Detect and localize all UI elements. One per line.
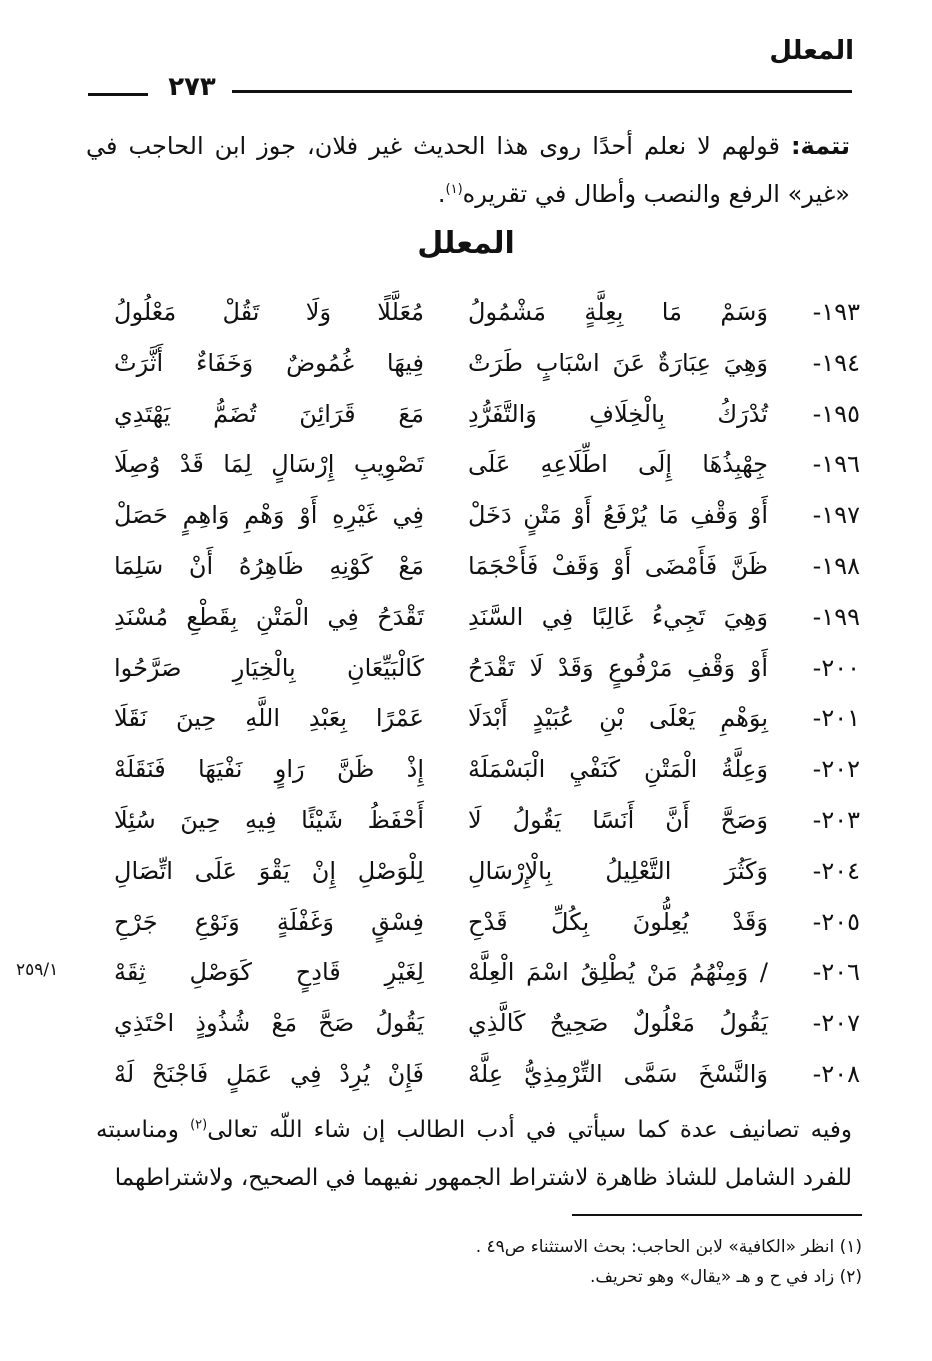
verse-second-hemistich: يَقُولُ صَحَّ مَعْ شُذُوذٍ احْتَذِي — [114, 1009, 424, 1038]
trailing-paragraph — [96, 1106, 852, 1202]
footnote-separator — [572, 1214, 862, 1216]
verse-second-hemistich: لِغَيْرِ قَادِحٍ كَوَصْلِ ثِقَهْ — [114, 958, 424, 987]
verse-first-hemistich: أَوْ وَقْفِ مَرْفُوعٍ وَقَدْ لَا تَقْدَحُ — [468, 653, 768, 682]
intro-text-line2: «غير» الرفع والنصب وأطال في تقريره — [462, 180, 850, 208]
verse-line — [100, 900, 860, 951]
verse-number: ١٩٥- — [812, 399, 860, 428]
tail-line2: للفرد الشامل للشاذ ظاهرة لاشتراط الجمهور نفيهما في الصحيح، ولاشتراطهما — [114, 1165, 852, 1191]
verse-number: ١٩٧- — [812, 501, 860, 530]
verse-number: ٢٠٣- — [812, 805, 860, 834]
verse-line — [100, 798, 860, 849]
verse-line — [100, 646, 860, 697]
verse-second-hemistich: فَإِنْ يُرِدْ فِي عَمَلٍ فَاجْنَحْ لَهْ — [114, 1059, 424, 1088]
margin-page-reference: ٢٥٩/١ — [16, 960, 59, 980]
tail-line1-b: ومناسبته — [96, 1117, 191, 1143]
intro-end: . — [437, 180, 446, 208]
verse-number: ١٩٣- — [812, 298, 860, 326]
verse-first-hemistich: بِوَهْمِ يَعْلَى بْنِ عُبَيْدٍ أَبْدَلَا — [468, 704, 768, 733]
verse-second-hemistich: تَصْوِيبِ إِرْسَالٍ لِمَا قَدْ وُصِلَا — [114, 450, 424, 479]
verse-number: ٢٠١- — [812, 704, 860, 733]
verse-number: ٢٠٢- — [812, 755, 860, 784]
verse-first-hemistich: وَعِلَّةُ الْمَتْنِ كَنَفْيِ الْبَسْمَلَهْ — [468, 755, 768, 784]
verse-line — [100, 544, 860, 595]
verse-line — [100, 290, 860, 341]
verse-number: ١٩٨- — [812, 551, 860, 580]
verse-number: ٢٠٤- — [812, 856, 860, 885]
footnote-2: (٢) زاد في ح و هـ «يقال» وهو تحريف. — [589, 1267, 862, 1287]
tail-line1-a: وفيه تصانيف عدة كما سيأتي في أدب الطالب إن شاء اللّه تعالى — [207, 1117, 852, 1143]
verse-first-hemistich: وَالنَّسْخَ سَمَّى التِّرْمِذِيُّ عِلَّهْ — [468, 1059, 768, 1088]
verse-first-hemistich: / وَمِنْهُمُ مَنْ يُطْلِقُ اسْمَ الْعِلَّهْ — [468, 958, 768, 987]
verse-first-hemistich: أَوْ وَقْفِ مَا يُرْفَعُ أَوْ مَتْنٍ دَخَلْ — [468, 501, 768, 530]
verse-line — [100, 1052, 860, 1103]
intro-text-line1: قولهم لا نعلم أحدًا روى هذا الحديث غير فلان، جوز ابن الحاجب في — [86, 132, 780, 160]
verse-first-hemistich: تُدْرَكُ بِالْخِلَافِ وَالتَّفَرُّدِ — [468, 399, 768, 428]
verse-line — [100, 493, 860, 544]
verse-line — [100, 442, 860, 493]
verse-second-hemistich: تَقْدَحُ فِي الْمَتْنِ بِقَطْعِ مُسْنَدِ — [114, 602, 424, 631]
verse-number: ٢٠٧- — [812, 1009, 860, 1038]
verse-first-hemistich: وَصَحَّ أَنَّ أَنَسًا يَقُولُ لَا — [468, 805, 768, 834]
verse-first-hemistich: وَكَثُرَ التَّعْلِيلُ بِالْإِرْسَالِ — [468, 856, 768, 885]
intro-lead: تتمة: — [790, 132, 850, 160]
verse-second-hemistich: مَعَ قَرَائِنَ تُضَمُّ يَهْتَدِي — [114, 399, 424, 428]
footnote-marker: (٢) — [190, 1117, 208, 1133]
verse-second-hemistich: مَعْ كَوْنِهِ ظَاهِرُهُ أَنْ سَلِمَا — [114, 551, 424, 580]
verse-line — [100, 747, 860, 798]
verse-number: ٢٠٦- — [812, 958, 860, 987]
verse-number: ١٩٤- — [812, 348, 860, 377]
verse-second-hemistich: أَحْفَظُ شَيْئًا فِيهِ حِينَ سُئِلَا — [114, 805, 424, 834]
verse-second-hemistich: فِي غَيْرِهِ أَوْ وَهْمِ وَاهِمٍ حَصَلْ — [114, 501, 424, 530]
footnotes — [42, 1232, 862, 1292]
verse-number: ١٩٦- — [812, 450, 860, 479]
verse-second-hemistich: فِيهَا غُمُوضٌ وَخَفَاءٌ أَثَّرَتْ — [114, 348, 424, 377]
header-rule-left — [88, 93, 148, 96]
verse-line — [100, 696, 860, 747]
verse-line — [100, 595, 860, 646]
header-rule-right — [232, 90, 852, 93]
verse-second-hemistich: كَالْبَيِّعَانِ بِالْخِيَارِ صَرَّحُوا — [114, 653, 424, 682]
verse-number: ٢٠٥- — [812, 907, 860, 936]
footnote-1: (١) انظر «الكافية» لابن الحاجب: بحث الاستثناء ص٤٩ . — [475, 1237, 862, 1257]
verse-second-hemistich: عَمْرًا بِعَبْدِ اللَّهِ حِينَ نَقَلَا — [114, 704, 424, 733]
verse-line — [100, 341, 860, 392]
verse-first-hemistich: ظَنَّ فَأَمْضَى أَوْ وَقَفْ فَأَحْجَمَا — [468, 551, 768, 580]
verse-line — [100, 1001, 860, 1052]
footnote-marker: (١) — [445, 182, 463, 197]
verse-number: ١٩٩- — [812, 602, 860, 631]
verse-number: ٢٠٨- — [812, 1059, 860, 1088]
verse-second-hemistich: مُعَلَّلًا وَلَا تَقُلْ مَعْلُولُ — [114, 298, 424, 326]
verse-second-hemistich: لِلْوَصْلِ إِنْ يَقْوَ عَلَى اتِّصَالِ — [114, 856, 424, 885]
verse-number: ٢٠٠- — [812, 653, 860, 682]
verse-first-hemistich: وَقَدْ يُعِلُّونَ بِكُلِّ قَدْحِ — [468, 907, 768, 936]
verse-first-hemistich: يَقُولُ مَعْلُولٌ صَحِيحٌ كَالَّذِي — [468, 1009, 768, 1038]
verse-first-hemistich: جِهْبِذُهَا إِلَى اطِّلَاعِهِ عَلَى — [468, 450, 768, 479]
verse-line — [100, 392, 860, 443]
verse-second-hemistich: فِسْقٍ وَغَفْلَةٍ وَنَوْعِ جَرْحِ — [114, 907, 424, 936]
verse-first-hemistich: وَهِيَ تَجِيءُ غَالِبًا فِي السَّنَدِ — [468, 602, 768, 631]
verse-first-hemistich: وَهِيَ عِبَارَةٌ عَنَ اسْبَابٍ طَرَتْ — [468, 348, 768, 377]
page-number: ٢٧٣ — [168, 72, 216, 102]
poem — [100, 290, 860, 1103]
running-title: المعلل — [769, 36, 854, 66]
verse-line — [100, 849, 860, 900]
verse-first-hemistich: وَسَمْ مَا بِعِلَّةٍ مَشْمُولُ — [468, 298, 768, 326]
verse-line — [100, 950, 860, 1001]
section-title: المعلل — [417, 226, 515, 261]
verse-second-hemistich: إِذْ ظَنَّ رَاوٍ نَفْيَهَا فَنَقَلَهْ — [114, 755, 424, 784]
intro-paragraph — [86, 122, 850, 218]
